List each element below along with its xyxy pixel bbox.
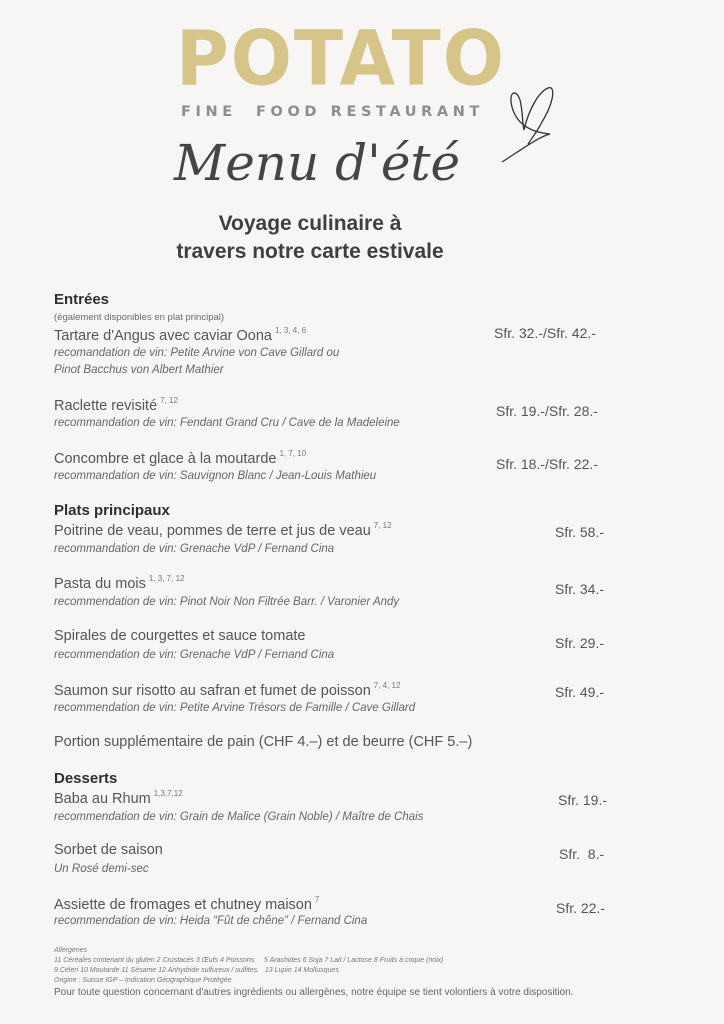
dish-price: Sfr. 18.-/Sfr. 22.- xyxy=(496,456,598,472)
subtitle-line-1: Voyage culinaire à xyxy=(218,212,402,235)
restaurant-tagline: FINE FOOD RESTAURANT xyxy=(181,104,484,120)
dish-price: Sfr. 32.-/Sfr. 42.- xyxy=(494,325,596,341)
restaurant-logo: POTATO xyxy=(176,13,506,103)
entrees-note: (également disponibles en plat principal) xyxy=(54,312,225,323)
heart-icon xyxy=(498,82,558,172)
dish-name: Tartare d'Angus avec caviar Oona $^{1, 3, 4, 6}$ xyxy=(54,326,307,344)
dish-price: Sfr. 22.- xyxy=(556,900,606,916)
dish-name: Assiette de fromages et chutney maison $^7$ xyxy=(54,895,320,913)
wine-recommendation: recomandation de vin: Petite Arvine von Cave Gillard ou xyxy=(54,347,340,359)
dish-price: Sfr. 58.- xyxy=(555,524,605,540)
svg-text:Menu d'été: Menu d'été xyxy=(174,134,461,192)
dish-name: Pasta du mois $^{1, 3, 7, 12}$ xyxy=(54,574,185,592)
footer-note: Pour toute question concernant d'autres ingrédients ou allergènes, notre équipe se tient volontiers à votre disposition. xyxy=(54,987,574,998)
dish-price: Sfr. 34.- xyxy=(555,581,605,597)
wine-recommendation: recommendation de vin: Petite Arvine Trésors de Famille / Cave Gillard xyxy=(54,702,416,714)
menu-subtitle xyxy=(120,210,500,266)
dish-name: Concombre et glace à la moutarde $^{1, 7, 10}$ xyxy=(54,449,307,467)
wine-recommendation: recommendation de vin: Pinot Noir Non Filtrée Barr. / Varonier Andy xyxy=(54,596,400,608)
dish-name: Spirales de courgettes et sauce tomate xyxy=(54,628,306,644)
dish-name: Poitrine de veau, pommes de terre et jus de veau $^{7, 12}$ xyxy=(54,521,392,539)
subtitle-line-2: travers notre carte estivale xyxy=(176,240,444,263)
section-title-plats: Plats principaux xyxy=(54,502,170,519)
dish-price: Sfr. 8.- xyxy=(559,846,605,862)
wine-recommendation: recommendation de vin: Grain de Malice (Grain Noble) / Maître de Chais xyxy=(54,811,424,823)
dish-price: Sfr. 19.-/Sfr. 28.- xyxy=(496,403,598,419)
dish-price: Sfr. 49.- xyxy=(555,684,605,700)
section-title-entrees: Entrées xyxy=(54,291,110,308)
wine-recommendation: Pinot Bacchus von Albert Mathier xyxy=(54,364,224,376)
wine-recommendation: recommandation de vin: Grenache VdP / Fernand Cina xyxy=(54,543,335,555)
allergen-legend: Allergènes 11 Céréales contenant du gluten 2 Crustacés 3 Œufs 4 Poissons 5 Arachides 6 Soja 7 Lait / Lactose 8 Fruits à coque (noix) 9 Céleri 10 Moutarde 11 Sésame 12 Anhydride sulfureux / sulfites. 13 Lupin 14 Mollusques Origine : Suisse IGP – Indication Géographique Protégée xyxy=(54,947,444,984)
dish-price: Sfr. 19.- xyxy=(558,792,608,808)
wine-recommendation: recommandation de vin: Sauvignon Blanc / Jean-Louis Mathieu xyxy=(54,470,377,482)
dish-name: Raclette revisité $^{7, 12}$ xyxy=(54,396,178,414)
dish-price: Sfr. 29.- xyxy=(555,635,605,651)
wine-recommendation: recommendation de vin: Grenache VdP / Fernand Cina xyxy=(54,649,335,661)
dish-name: Sorbet de saison xyxy=(54,842,163,858)
section-title-desserts: Desserts xyxy=(54,770,118,787)
menu-script-title xyxy=(168,122,468,212)
dish-name: Baba au Rhum $^{1,3,7,12}$ xyxy=(54,789,183,807)
wine-recommendation: Un Rosé demi-sec xyxy=(54,863,149,875)
wine-recommendation: recommendation de vin: Heida “Fût de chêne” / Fernand Cina xyxy=(54,915,368,927)
wine-recommendation: recommandation de vin: Fendant Grand Cru / Cave de la Madeleine xyxy=(54,417,400,429)
dish-name: Saumon sur risotto au safran et fumet de poisson $^{7, 4, 12}$ xyxy=(54,681,401,699)
extra-bread-butter: Portion supplémentaire de pain (CHF 4.–) et de beurre (CHF 5.–) xyxy=(54,734,473,750)
